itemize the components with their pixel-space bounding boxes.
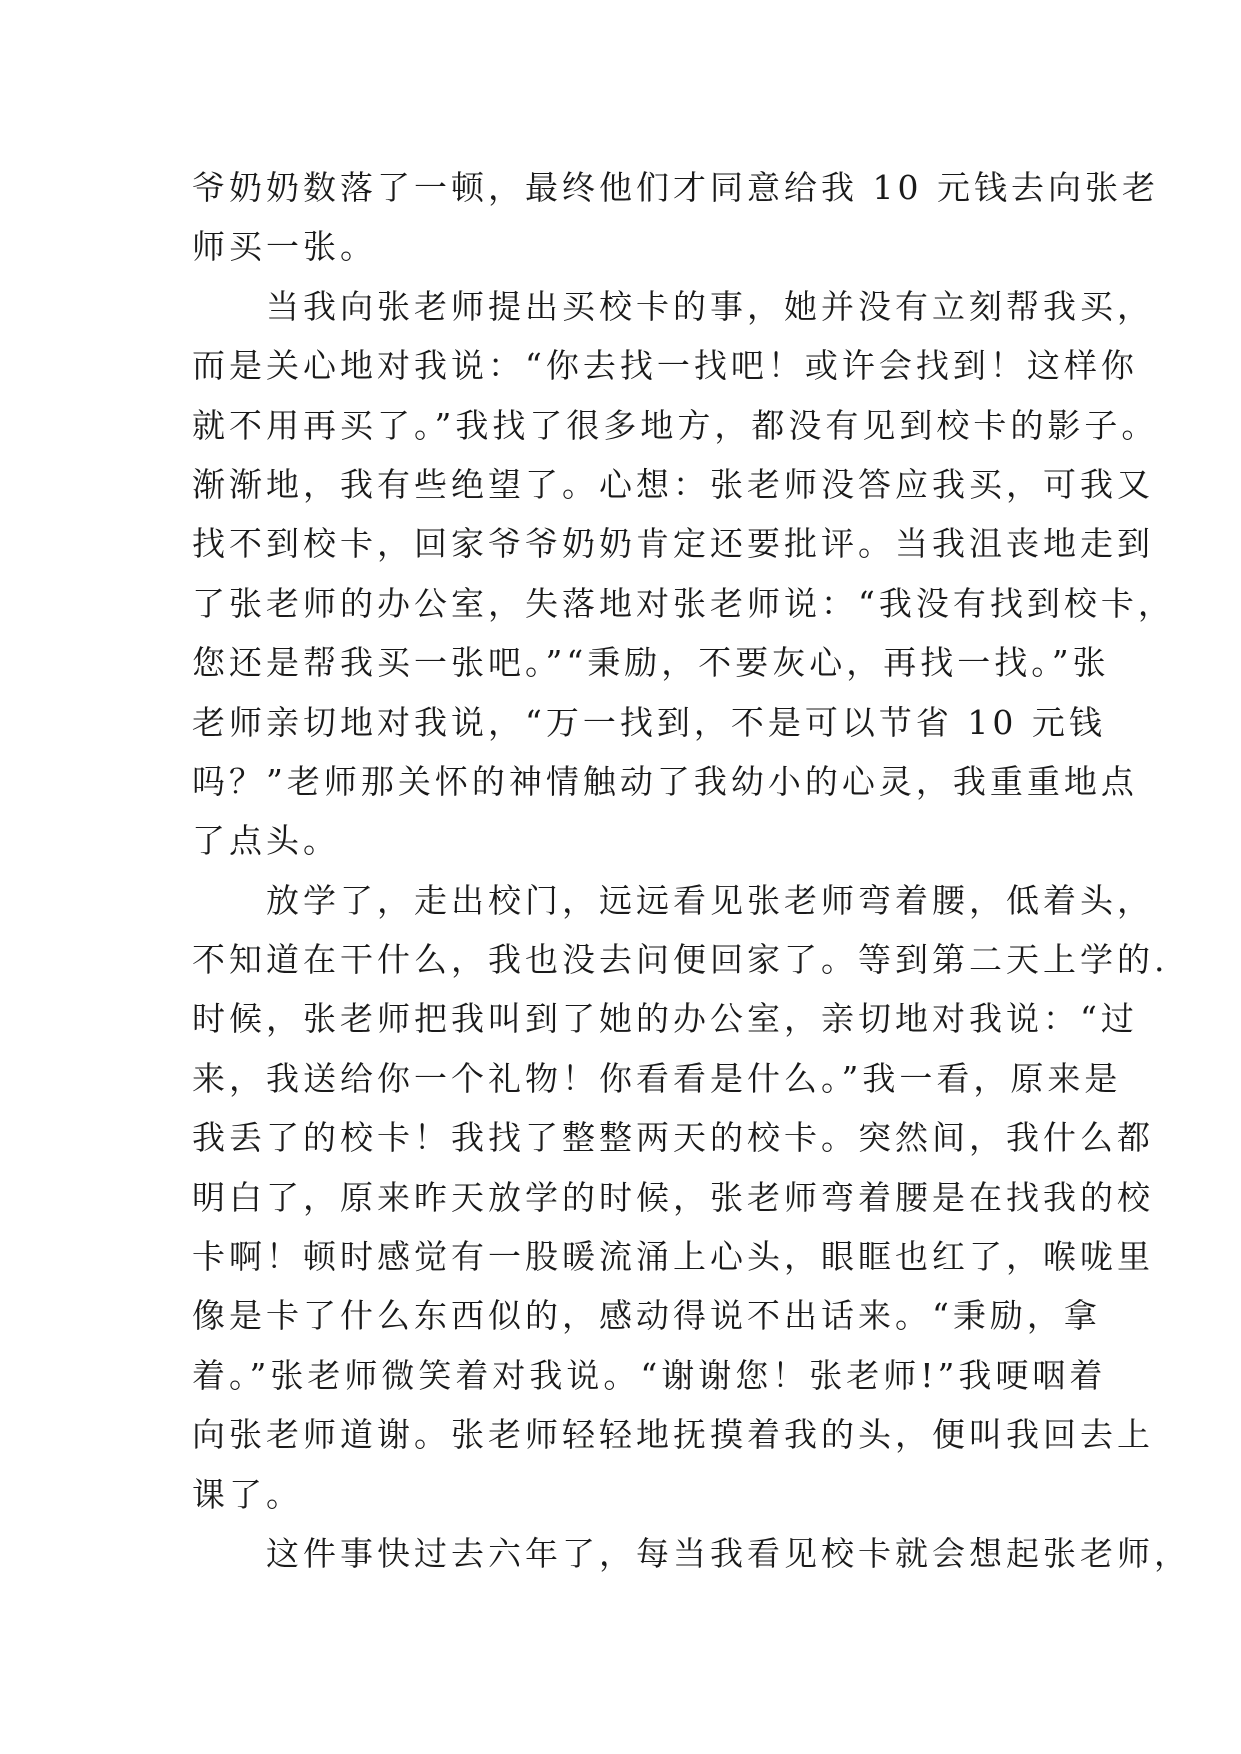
text-line: 时候，张老师把我叫到了她的办公室，亲切地对我说：“过 [192, 999, 1138, 1039]
text-line: 老师亲切地对我说，“万一找到，不是可以节省 10 元钱 [192, 702, 1106, 742]
text-line: 来，我送给你一个礼物！你看看是什么。”我一看，原来是 [192, 1058, 1122, 1098]
text-line: 爷奶奶数落了一顿，最终他们才同意给我 10 元钱去向张老 [192, 168, 1159, 207]
text-line: 找不到校卡，回家爷爷奶奶肯定还要批评。当我沮丧地走到 [192, 524, 1154, 564]
document-body [192, 158, 1191, 1583]
text-line: 我丢了的校卡！我找了整整两天的校卡。突然间，我什么都 [192, 1118, 1154, 1158]
text-line: 放学了，走出校门，远远看见张老师弯着腰，低着头， [192, 880, 1154, 920]
text-line: 当我向张老师提出买校卡的事，她并没有立刻帮我买， [192, 286, 1154, 326]
text-line: 了点头。 [192, 821, 340, 861]
text-line: 像是卡了什么东西似的，感动得说不出话来。“秉励，拿 [192, 1296, 1101, 1336]
text-line: 渐渐地，我有些绝望了。心想：张老师没答应我买，可我又 [192, 464, 1154, 504]
text-line: 卡啊！顿时感觉有一股暖流涌上心头，眼眶也红了，喉咙里 [192, 1237, 1154, 1277]
text-line: 课了。 [192, 1474, 303, 1514]
text-line: 不知道在干什么，我也没去问便回家了。等到第二天上学的. [192, 940, 1169, 980]
text-line: 向张老师道谢。张老师轻轻地抚摸着我的头，便叫我回去上 [192, 1415, 1154, 1455]
text-line: 这件事快过去六年了，每当我看见校卡就会想起张老师， [192, 1533, 1191, 1573]
text-line: 了张老师的办公室，失落地对张老师说：“我没有找到校卡， [192, 583, 1175, 623]
text-line: 着。”张老师微笑着对我说。“谢谢您！张老师!”我哽咽着 [192, 1355, 1107, 1395]
text-line: 吗？”老师那关怀的神情触动了我幼小的心灵，我重重地点 [192, 761, 1138, 801]
text-line: 师买一张。 [192, 227, 377, 267]
text-line: 您还是帮我买一张吧。”“秉励，不要灰心，再找一找。”张 [192, 643, 1110, 683]
text-line: 明白了，原来昨天放学的时候，张老师弯着腰是在找我的校 [192, 1177, 1154, 1217]
text-line: 就不用再买了。”我找了很多地方，都没有见到校卡的影子。 [192, 405, 1159, 445]
text-line: 而是关心地对我说：“你去找一找吧！或许会找到！这样你 [192, 346, 1138, 386]
